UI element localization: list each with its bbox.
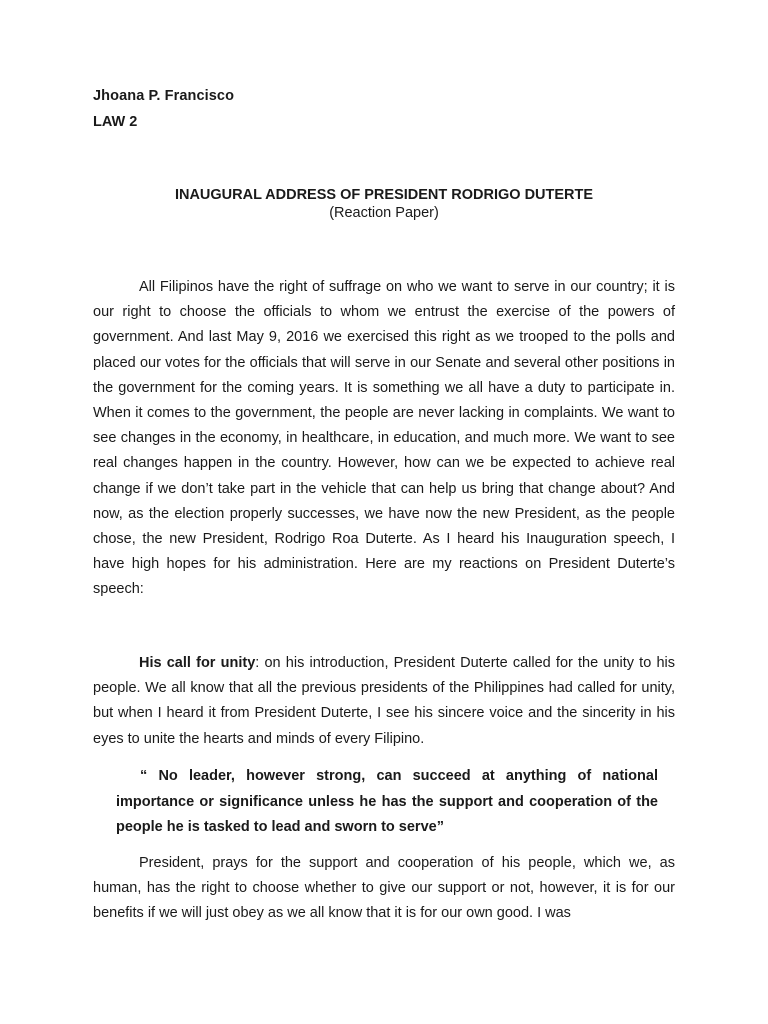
unity-body: : on his introduction, President Duterte called for the unity to his people. We all know that all the previous presidents of the Philippines had called for unity, but when I heard it from President Duterte, I see his sincere voice and the sincerity in his eyes to unite the hearts and minds of every Filipino. — [93, 655, 675, 747]
paper-title: INAUGURAL ADDRESS OF PRESIDENT RODRIGO DUTERTE — [174, 187, 594, 203]
paragraph-support: President, prays for the support and cooperation of his people, which we, as human, has the right to choose whether to give our support or not, however, it is for our benefits if we will just obey as we all know that it is for our own good. I was — [93, 855, 675, 922]
paper-subtitle: (Reaction Paper) — [329, 205, 439, 221]
block-quote: “ No leader, however strong, can succeed at anything of national importance or significance unless he has the support and cooperation of the people he is tasked to lead and sworn to serve” — [116, 768, 658, 835]
course-label: LAW 2 — [93, 114, 138, 130]
paragraph-intro: All Filipinos have the right of suffrage on who we want to serve in our country; it is our right to choose the officials to whom we entrust the exercise of the powers of government. And last May 9, 2016 we exercised this right as we trooped to the polls and placed our votes for the officials that will serve in our Senate and several other positions in the government for the coming years. It is something we all have a duty to participate in. When it comes to the government, the people are never lacking in complaints. We want to see changes in the economy, in healthcare, in education, and much more. We want to see real changes happen in the country. However, how can we be expected to achieve real change if we don’t take part in the vehicle that can help us bring that change about? And now, as the election properly successes, we have now the new President, as the people chose, the new President, Rodrigo Roa Duterte. As I heard his Inauguration speech, I have high hopes for his administration. Here are my reactions on President Duterte’s speech: — [93, 279, 675, 598]
author-name: Jhoana P. Francisco — [93, 88, 235, 104]
unity-heading: His call for unity — [139, 655, 256, 671]
paragraph-unity — [93, 651, 675, 752]
